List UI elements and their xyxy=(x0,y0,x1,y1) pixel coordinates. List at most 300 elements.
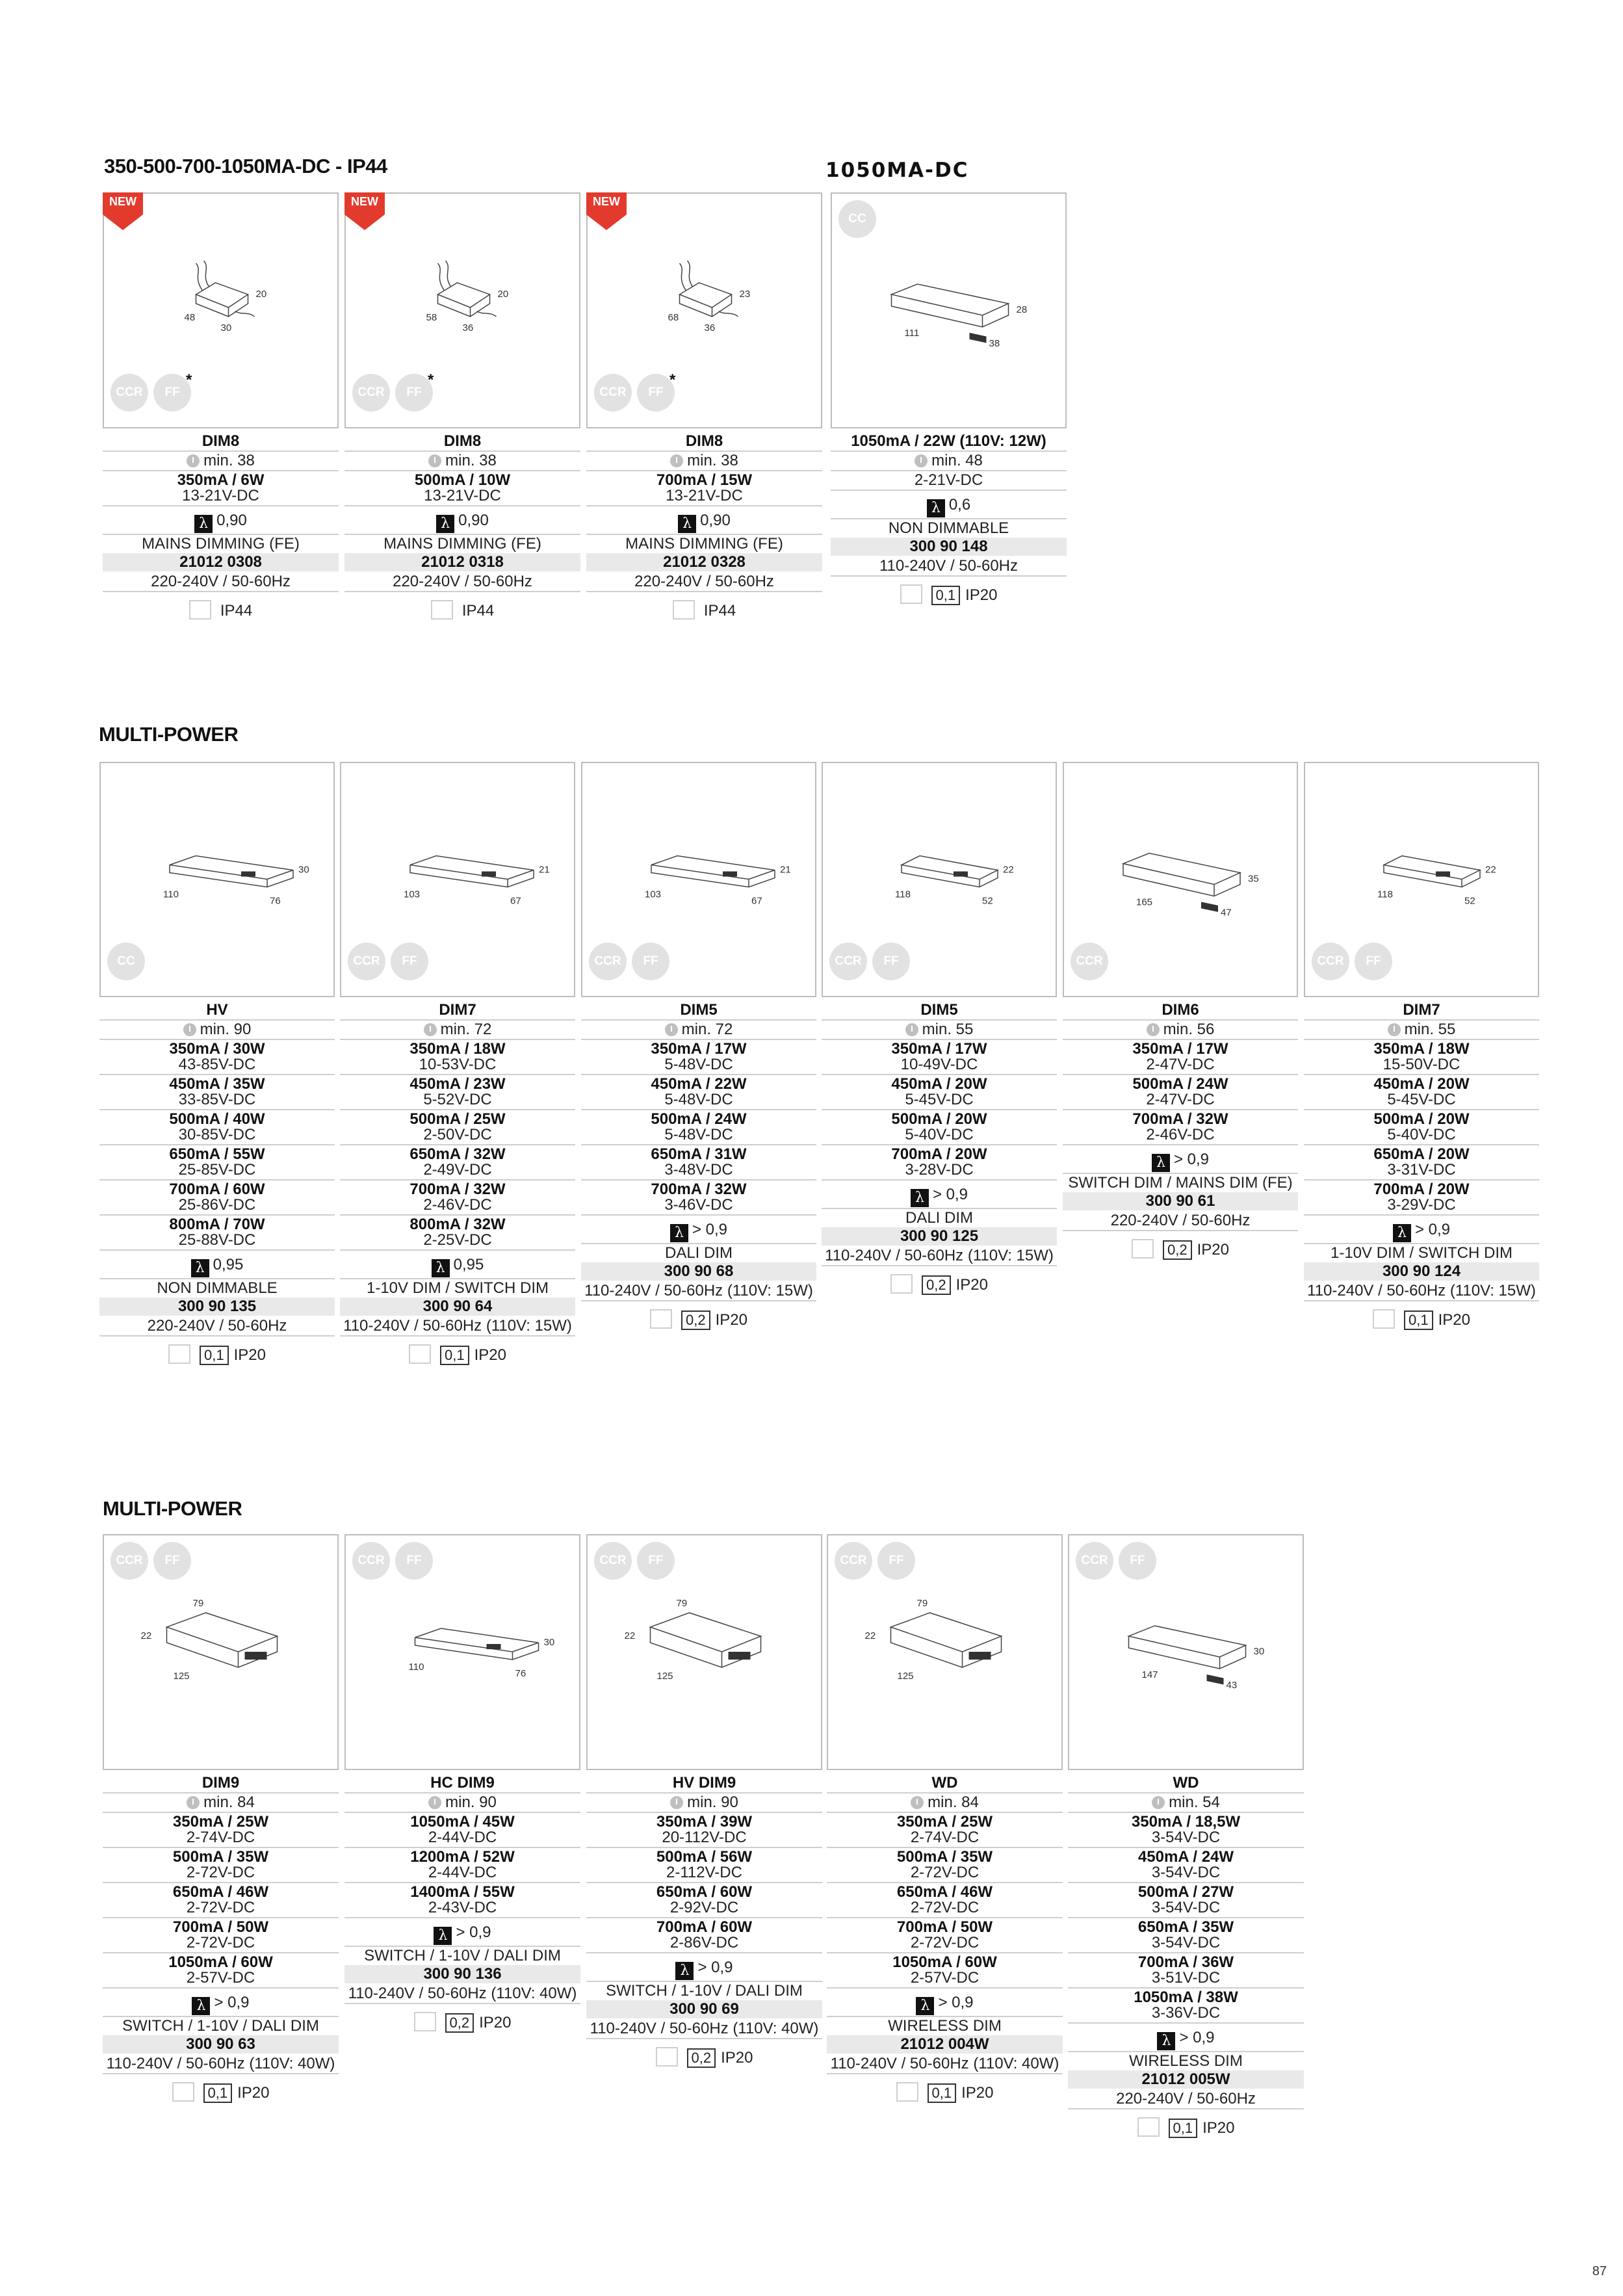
ip-rating-row xyxy=(822,1274,1057,1295)
ip-rating: IP20 xyxy=(1197,1241,1229,1259)
supply-voltage: 110-240V / 50-60Hz xyxy=(879,557,1019,575)
driver-drawing xyxy=(625,1598,761,1682)
standby-power: 0,1 xyxy=(200,1346,229,1365)
dimension-label: 79 xyxy=(676,1597,688,1609)
power-factor-row xyxy=(581,1221,816,1242)
supply-voltage: 220-240V / 50-60Hz xyxy=(151,573,291,590)
power-factor: 0,6 xyxy=(948,496,971,514)
spec-current-power: 700mA / 20W xyxy=(891,1145,987,1163)
class-icon xyxy=(890,1274,913,1294)
spec-current-power: 700mA / 32W xyxy=(409,1181,506,1198)
dimming-type: SWITCH DIM / MAINS DIM (FE) xyxy=(1068,1174,1293,1192)
spec-voltage-range: 2-74V-DC xyxy=(910,1829,980,1846)
driver-drawing xyxy=(895,856,1014,907)
ccr-badge: CCR xyxy=(829,943,867,980)
row-divider xyxy=(827,1987,1063,1989)
supply-voltage: 220-240V / 50-60Hz xyxy=(393,573,532,590)
ccr-badge: CCR xyxy=(594,374,632,411)
power-factor-icon: λ xyxy=(1393,1224,1411,1242)
spec-voltage-range: 15-50V-DC xyxy=(1383,1056,1461,1073)
ff-badge: FF xyxy=(877,1542,915,1580)
dimming-type: MAINS DIMMING (FE) xyxy=(383,535,541,553)
dimming-type: MAINS DIMMING (FE) xyxy=(142,535,300,553)
row-divider xyxy=(586,505,822,506)
product-image xyxy=(581,762,816,997)
dimming-type: DALI DIM xyxy=(905,1209,973,1227)
product-image xyxy=(1063,762,1298,997)
ccr-badge: CCR xyxy=(1071,943,1108,980)
spec-voltage-range: 2-43V-DC xyxy=(428,1899,497,1916)
power-factor: > 0,9 xyxy=(1179,2029,1215,2046)
supply-voltage: 110-240V / 50-60Hz (110V: 15W) xyxy=(1307,1282,1536,1299)
new-badge-label: NEW xyxy=(109,195,136,208)
info-icon xyxy=(183,1023,196,1036)
ccr-badge: CCR xyxy=(348,943,385,980)
article-code: 300 90 124 xyxy=(1304,1262,1539,1281)
standby-power: 0,1 xyxy=(1169,2119,1198,2138)
product-title: DIM7 xyxy=(1403,1001,1440,1019)
min-length: min. 72 xyxy=(440,1021,492,1038)
row-divider xyxy=(586,1952,822,1953)
spec-voltage-range: 10-53V-DC xyxy=(419,1056,497,1073)
row-divider xyxy=(1304,1300,1539,1301)
dimension-label: 76 xyxy=(270,895,281,907)
spec-current-power: 650mA / 46W xyxy=(896,1883,993,1901)
dimension-label: 22 xyxy=(1003,864,1014,876)
min-length: min. 84 xyxy=(203,1794,255,1811)
ip-rating-row xyxy=(1304,1309,1539,1330)
row-divider xyxy=(1068,2108,1304,2109)
ip-rating-row xyxy=(827,2082,1063,2103)
min-length-row xyxy=(586,1794,822,1812)
article-code: 21012 0328 xyxy=(586,553,822,571)
ff-badge: FF xyxy=(395,1542,433,1580)
dimension-label: 38 xyxy=(989,337,1000,349)
ip-rating-row xyxy=(586,2047,822,2068)
min-length: min. 54 xyxy=(1169,1794,1220,1811)
product-image xyxy=(1068,1534,1304,1770)
supply-voltage: 110-240V / 50-60Hz (110V: 40W) xyxy=(830,2055,1059,2072)
product-title: DIM5 xyxy=(920,1001,958,1019)
spec-current-power: 450mA / 24W xyxy=(1137,1848,1234,1866)
ip-rating-row xyxy=(99,1344,335,1365)
spec-voltage-range: 2-47V-DC xyxy=(1146,1056,1215,1073)
dimension-label: 125 xyxy=(173,1670,190,1682)
class-icon xyxy=(172,2082,194,2102)
spec-voltage-range: 5-45V-DC xyxy=(905,1091,974,1108)
row-divider xyxy=(99,1335,335,1337)
dimming-type: SWITCH / 1-10V / DALI DIM xyxy=(122,2017,319,2035)
supply-voltage: 220-240V / 50-60Hz xyxy=(634,573,774,590)
min-length: min. 38 xyxy=(203,452,255,469)
dimension-label: 125 xyxy=(656,1670,673,1682)
supply-voltage: 220-240V / 50-60Hz xyxy=(147,1317,287,1335)
spec-current-power: 350mA / 30W xyxy=(169,1040,265,1058)
product-title: DIM9 xyxy=(201,1774,240,1792)
class-icon xyxy=(168,1344,190,1364)
power-factor-row xyxy=(340,1256,575,1277)
spec-voltage-range: 25-86V-DC xyxy=(178,1196,256,1214)
standby-power: 0,1 xyxy=(928,2083,957,2103)
dimension-label: 43 xyxy=(1226,1679,1238,1691)
info-icon xyxy=(428,454,441,467)
info-icon xyxy=(670,1796,683,1809)
info-icon xyxy=(1147,1023,1160,1036)
ccr-badge: CCR xyxy=(110,1542,148,1580)
spec-voltage-range: 2-57V-DC xyxy=(186,1969,255,1987)
ff-badge: FF xyxy=(1355,943,1392,980)
power-factor-icon: λ xyxy=(1152,1154,1170,1172)
spec-voltage-range: 2-92V-DC xyxy=(669,1899,739,1916)
product-title: HV DIM9 xyxy=(672,1774,736,1792)
class-icon xyxy=(650,1309,672,1329)
product-title: WD xyxy=(931,1774,958,1792)
spec-voltage-range: 2-25V-DC xyxy=(423,1231,492,1249)
dimension-label: 147 xyxy=(1141,1669,1158,1680)
article-code: 300 90 68 xyxy=(581,1262,816,1281)
spec-voltage-range: 2-72V-DC xyxy=(910,1934,980,1951)
row-divider xyxy=(1304,1214,1539,1216)
standby-power: 0,2 xyxy=(1163,1240,1192,1260)
spec-voltage-range: 13-21V-DC xyxy=(182,487,259,504)
section-title-1050ma: 1050MA-DC xyxy=(825,159,969,182)
power-factor-icon: λ xyxy=(191,1259,209,1277)
supply-voltage: 110-240V / 50-60Hz (110V: 15W) xyxy=(343,1317,572,1335)
power-factor-row xyxy=(103,1994,339,2015)
row-divider xyxy=(103,2073,339,2074)
spec-current-power: 700mA / 36W xyxy=(1137,1953,1234,1971)
min-length: min. 56 xyxy=(1163,1021,1215,1038)
dimension-label: 110 xyxy=(163,889,179,900)
class-icon xyxy=(1132,1239,1154,1259)
min-length: min. 55 xyxy=(1404,1021,1456,1038)
dimming-type: 1-10V DIM / SWITCH DIM xyxy=(366,1279,549,1297)
standby-power: 0,2 xyxy=(922,1275,951,1295)
power-factor-icon: λ xyxy=(675,1962,694,1980)
ff-badge: FF xyxy=(637,1542,675,1580)
row-divider xyxy=(344,591,580,592)
row-divider xyxy=(831,575,1067,577)
min-length-row xyxy=(103,1794,339,1812)
dimension-label: 35 xyxy=(1248,873,1259,885)
spec-voltage-range: 2-72V-DC xyxy=(186,1934,255,1951)
min-length-row xyxy=(340,1021,575,1039)
dimension-label: 79 xyxy=(192,1597,204,1609)
page-number: 87 xyxy=(1592,2264,1607,2278)
spec-voltage-range: 2-72V-DC xyxy=(186,1864,255,1881)
row-divider xyxy=(581,1214,816,1216)
ccr-badge: CCR xyxy=(352,374,390,411)
power-factor-row xyxy=(99,1256,335,1277)
product-image xyxy=(827,1534,1063,1770)
product-image xyxy=(340,762,575,997)
power-factor: > 0,9 xyxy=(1414,1221,1451,1238)
row-divider xyxy=(1063,1144,1298,1145)
power-factor: > 0,9 xyxy=(1173,1151,1210,1168)
power-factor: > 0,9 xyxy=(932,1186,968,1203)
spec-current-power: 350mA / 18W xyxy=(409,1040,506,1058)
min-length: min. 90 xyxy=(200,1021,252,1038)
spec-current-power: 650mA / 20W xyxy=(1373,1145,1470,1163)
ip-rating: IP20 xyxy=(965,586,998,604)
min-length: min. 55 xyxy=(922,1021,974,1038)
power-factor: > 0,9 xyxy=(456,1924,491,1941)
spec-current-power: 450mA / 23W xyxy=(409,1075,506,1093)
dimming-type: 1-10V DIM / SWITCH DIM xyxy=(1330,1244,1513,1262)
spec-current-power: 350mA / 25W xyxy=(172,1813,269,1831)
row-divider xyxy=(581,1300,816,1301)
class-icon xyxy=(656,2047,678,2067)
standby-power: 0,1 xyxy=(203,2083,233,2103)
spec-voltage-range: 10-49V-DC xyxy=(900,1056,978,1073)
power-factor: > 0,9 xyxy=(214,1994,250,2011)
spec-voltage-range: 30-85V-DC xyxy=(178,1126,256,1143)
new-badge xyxy=(344,192,385,231)
ip-rating-row xyxy=(103,2082,339,2103)
row-divider xyxy=(822,1179,1057,1181)
spec-voltage-range: 13-21V-DC xyxy=(424,487,501,504)
spec-voltage-range: 5-40V-DC xyxy=(1387,1126,1456,1143)
article-code: 300 90 61 xyxy=(1063,1192,1298,1210)
min-length-row xyxy=(1063,1021,1298,1039)
dimension-label: 22 xyxy=(140,1630,152,1641)
power-factor-icon: λ xyxy=(678,515,696,533)
dimension-label: 118 xyxy=(1377,889,1393,900)
min-length-row xyxy=(344,452,580,470)
min-length-row xyxy=(1068,1794,1304,1812)
power-factor-row xyxy=(827,1994,1063,2015)
dimension-label: 111 xyxy=(904,327,920,339)
driver-drawing xyxy=(1377,856,1496,907)
class-icon xyxy=(414,2012,436,2031)
spec-current-power: 450mA / 20W xyxy=(1373,1075,1470,1093)
asterisk-mark: * xyxy=(428,371,434,389)
power-factor-row xyxy=(1063,1151,1298,1172)
dimension-label: 28 xyxy=(1016,304,1028,315)
spec-voltage-range: 3-28V-DC xyxy=(905,1161,974,1179)
power-factor-icon: λ xyxy=(194,515,213,533)
driver-drawing xyxy=(1123,854,1259,919)
cc-badge: CC xyxy=(107,943,145,980)
ip-rating: IP20 xyxy=(715,1311,747,1329)
info-icon xyxy=(905,1023,918,1036)
product-title: WD xyxy=(1173,1774,1199,1792)
class-icon xyxy=(900,584,922,604)
spec-current-power: 700mA / 60W xyxy=(169,1181,265,1198)
new-badge xyxy=(586,192,627,231)
product-title: DIM8 xyxy=(443,432,482,450)
spec-current-power: 350mA / 17W xyxy=(651,1040,747,1058)
driver-drawing xyxy=(426,261,509,333)
min-length: min. 72 xyxy=(681,1021,733,1038)
supply-voltage: 220-240V / 50-60Hz xyxy=(1116,2090,1256,2107)
product-image xyxy=(103,1534,339,1770)
row-divider xyxy=(586,591,822,592)
standby-power: 0,2 xyxy=(445,2013,474,2033)
ip-rating: IP20 xyxy=(233,1346,266,1364)
dimension-label: 22 xyxy=(1485,864,1496,876)
spec-current-power: 500mA / 24W xyxy=(1132,1075,1228,1093)
product-image xyxy=(344,1534,580,1770)
spec-voltage-range: 2-72V-DC xyxy=(186,1899,255,1916)
ff-badge: FF xyxy=(1119,1542,1156,1580)
spec-current-power: 350mA / 18,5W xyxy=(1131,1813,1241,1831)
spec-voltage-range: 5-48V-DC xyxy=(664,1091,733,1108)
driver-drawing xyxy=(668,261,751,333)
ccr-badge: CCR xyxy=(1312,943,1349,980)
power-factor: 0,90 xyxy=(216,512,247,529)
ip-rating: IP20 xyxy=(955,1276,988,1294)
spec-voltage-range: 5-52V-DC xyxy=(423,1091,492,1108)
dimming-type: SWITCH / 1-10V / DALI DIM xyxy=(606,1982,803,2000)
spec-voltage-range: 33-85V-DC xyxy=(178,1091,256,1108)
info-icon xyxy=(1152,1796,1165,1809)
ip-rating: IP20 xyxy=(1202,2119,1235,2137)
power-factor-row xyxy=(586,1959,822,1980)
ff-badge: FF xyxy=(395,374,433,411)
spec-current-power: 700mA / 32W xyxy=(1132,1110,1228,1128)
power-factor-icon: λ xyxy=(432,1259,450,1277)
product-title: DIM8 xyxy=(685,432,723,450)
dimension-label: 20 xyxy=(497,288,509,300)
spec-current-power: 350mA / 25W xyxy=(896,1813,993,1831)
min-length-row xyxy=(103,452,339,470)
min-length: min. 90 xyxy=(687,1794,738,1811)
row-divider xyxy=(340,1335,575,1337)
min-length: min. 48 xyxy=(931,452,983,469)
product-image xyxy=(99,762,335,997)
dimension-label: 103 xyxy=(404,889,421,900)
ccr-badge: CCR xyxy=(1076,1542,1113,1580)
ccr-badge: CCR xyxy=(352,1542,390,1580)
dimension-label: 68 xyxy=(668,311,679,323)
new-badge xyxy=(103,192,143,231)
product-title: DIM6 xyxy=(1162,1001,1199,1019)
driver-drawing xyxy=(185,261,267,333)
supply-voltage: 110-240V / 50-60Hz (110V: 40W) xyxy=(590,2020,819,2037)
standby-power: 0,1 xyxy=(1404,1311,1433,1330)
spec-current-power: 1050mA / 45W xyxy=(410,1813,515,1831)
info-icon xyxy=(670,454,683,467)
spec-current-power: 500mA / 27W xyxy=(1137,1883,1234,1901)
ip-rating-row xyxy=(1063,1239,1298,1260)
spec-current-power: 700mA / 50W xyxy=(172,1918,269,1936)
min-length-row xyxy=(831,452,1067,470)
spec-current-power: 700mA / 15W xyxy=(656,471,753,489)
new-badge-label: NEW xyxy=(593,195,620,208)
power-factor-icon: λ xyxy=(192,1997,210,2015)
ip-rating-row xyxy=(344,600,580,620)
power-factor-icon: λ xyxy=(670,1224,688,1242)
article-code: 300 90 135 xyxy=(99,1298,335,1316)
spec-voltage-range: 2-72V-DC xyxy=(910,1899,980,1916)
power-factor-icon: λ xyxy=(434,1927,452,1945)
spec-current-power: 650mA / 60W xyxy=(656,1883,753,1901)
dimension-label: 22 xyxy=(624,1630,636,1641)
spec-current-power: 800mA / 32W xyxy=(409,1216,506,1233)
dimension-label: 20 xyxy=(255,288,267,300)
spec-voltage-range: 3-54V-DC xyxy=(1151,1934,1221,1951)
spec-current-power: 500mA / 25W xyxy=(409,1110,506,1128)
asterisk-mark: * xyxy=(669,371,676,389)
product-image xyxy=(586,192,822,428)
row-divider xyxy=(344,2003,580,2004)
power-factor-icon: λ xyxy=(927,499,945,517)
spec-voltage-range: 43-85V-DC xyxy=(178,1056,256,1073)
ip-rating: IP20 xyxy=(961,2084,994,2102)
spec-voltage-range: 2-50V-DC xyxy=(423,1126,492,1143)
supply-voltage: 110-240V / 50-60Hz (110V: 40W) xyxy=(348,1985,577,2002)
spec-voltage-range: 2-44V-DC xyxy=(428,1864,497,1881)
spec-current-power: 500mA / 35W xyxy=(896,1848,993,1866)
row-divider xyxy=(103,1987,339,1989)
cc-badge: CC xyxy=(838,200,876,238)
min-length-row xyxy=(822,1021,1057,1039)
power-factor-row xyxy=(822,1186,1057,1207)
product-title: DIM8 xyxy=(201,432,240,450)
info-icon xyxy=(1388,1023,1401,1036)
dimming-type: NON DIMMABLE xyxy=(888,519,1009,537)
driver-drawing xyxy=(865,1598,1002,1682)
info-icon xyxy=(187,1796,200,1809)
standby-power: 0,2 xyxy=(681,1311,710,1330)
power-factor-row xyxy=(1304,1221,1539,1242)
standby-power: 0,1 xyxy=(440,1346,469,1365)
dimension-label: 165 xyxy=(1136,896,1153,908)
spec-current-power: 350mA / 17W xyxy=(891,1040,987,1058)
spec-current-power: 1050mA / 38W xyxy=(1134,1989,1238,2006)
driver-drawing xyxy=(141,1598,278,1682)
min-length-row xyxy=(827,1794,1063,1812)
article-code: 300 90 63 xyxy=(103,2035,339,2054)
spec-current-power: 450mA / 20W xyxy=(891,1075,987,1093)
power-factor: > 0,9 xyxy=(692,1221,728,1238)
dimension-label: 30 xyxy=(543,1636,555,1648)
power-factor-icon: λ xyxy=(1157,2032,1175,2050)
ff-badge: FF xyxy=(391,943,428,980)
ff-badge: FF xyxy=(872,943,910,980)
ip-rating: IP44 xyxy=(461,602,495,620)
spec-voltage-range: 25-88V-DC xyxy=(178,1231,256,1249)
spec-voltage-range: 2-57V-DC xyxy=(910,1969,980,1987)
power-factor: 0,90 xyxy=(700,512,731,529)
product-image xyxy=(831,192,1067,428)
class-icon xyxy=(189,600,211,620)
product-image xyxy=(344,192,580,428)
spec-voltage-range: 3-48V-DC xyxy=(664,1161,733,1179)
dimming-type: WIRELESS DIM xyxy=(1129,2052,1243,2070)
product-image xyxy=(586,1534,822,1770)
dimension-label: 21 xyxy=(780,864,791,876)
power-factor-row xyxy=(831,496,1067,517)
spec-voltage-range: 5-48V-DC xyxy=(664,1126,733,1143)
dimension-label: 21 xyxy=(539,864,550,876)
power-factor: 0,95 xyxy=(213,1256,244,1273)
driver-drawing xyxy=(892,284,1028,349)
article-code: 21012 004W xyxy=(827,2035,1063,2054)
ip-rating-row xyxy=(586,600,822,620)
info-icon xyxy=(187,454,200,467)
spec-voltage-range: 2-86V-DC xyxy=(669,1934,739,1951)
driver-drawing xyxy=(404,856,550,907)
spec-current-power: 1050mA / 60W xyxy=(168,1953,273,1971)
spec-voltage-range: 2-74V-DC xyxy=(186,1829,255,1846)
dimming-type: MAINS DIMMING (FE) xyxy=(625,535,783,553)
row-divider xyxy=(822,1265,1057,1266)
article-code: 300 90 64 xyxy=(340,1298,575,1316)
power-factor-row xyxy=(103,512,339,533)
article-code: 300 90 148 xyxy=(831,538,1067,556)
